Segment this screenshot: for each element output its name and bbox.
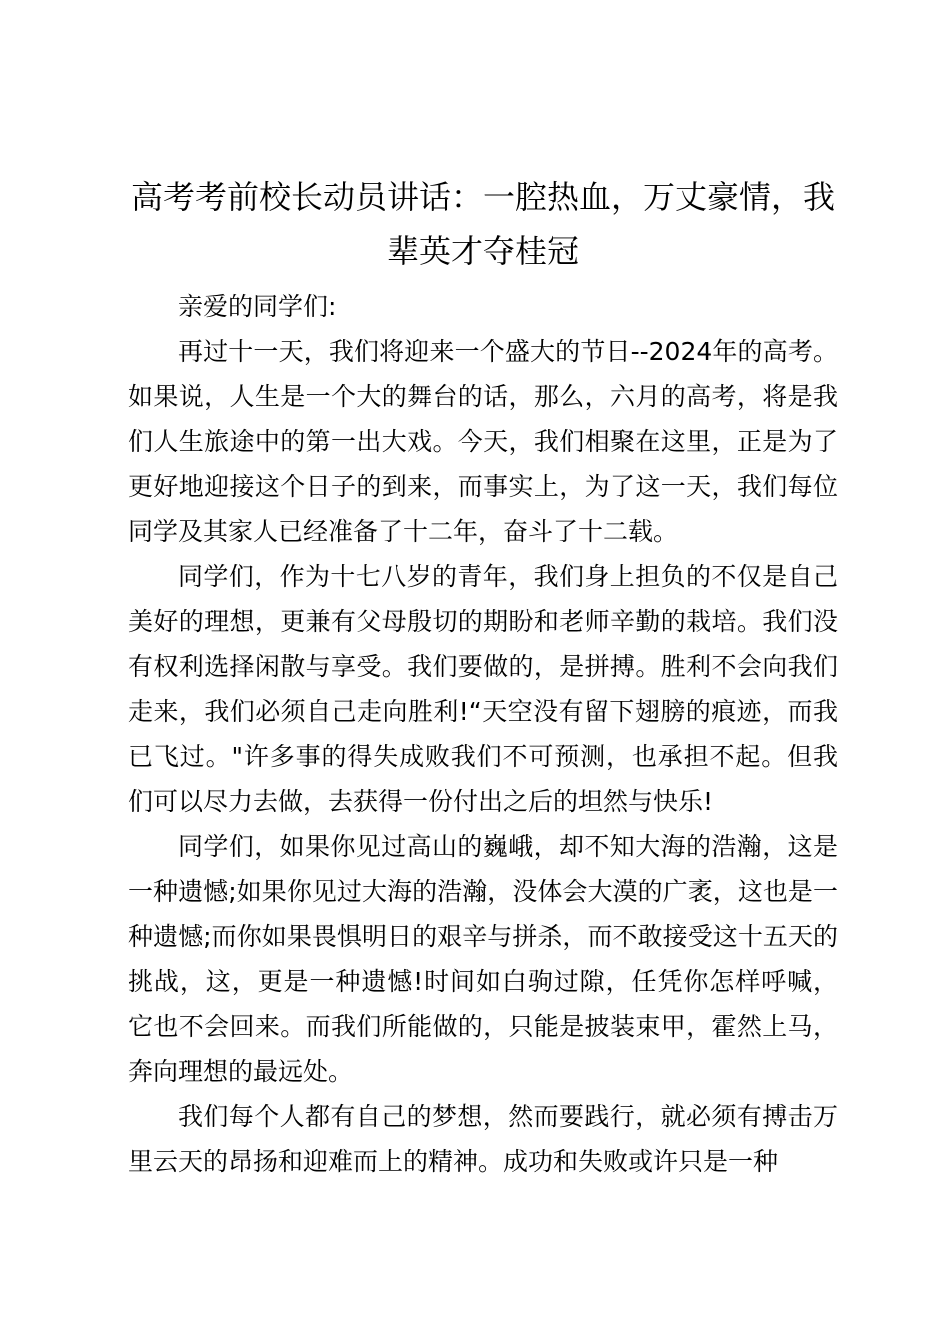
paragraph: 再过十一天，我们将迎来一个盛大的节日--2024年的高考。如果说，人生是一个大的舞台的话，那么，六月的高考，将是我们人生旅途中的第一出大戏。今天，我们相聚在这里，正是为了更好地迎接这个日子的到来，而事实上，为了这一天，我们每位同学及其家人已经准备了十二年，奋斗了十二载。 — [128, 337, 838, 546]
salutation: 亲爱的同学们: — [178, 292, 337, 321]
paragraph: 同学们，作为十七八岁的青年，我们身上担负的不仅是自己美好的理想，更兼有父母殷切的期盼和老师辛勤的栽培。我们没有权利选择闲散与享受。我们要做的，是拼搏。胜利不会向我们走来，我们必须自己走向胜利!“天空没有留下翅膀的痕迹，而我已飞过。"许多事的得失成败我们不可预测，也承担不起。但我们可以尽力去做，去获得一份付出之后的坦然与快乐! — [128, 562, 838, 816]
document-title: 高考考前校长动员讲话：一腔热血，万丈豪情，我辈英才夺桂冠 — [130, 178, 835, 270]
document-body — [128, 170, 838, 1184]
paragraph: 同学们，如果你见过高山的巍峨，却不知大海的浩瀚，这是一种遗憾;如果你见过大海的浩瀚，没体会大漠的广袤，这也是一种遗憾;而你如果畏惧明日的艰辛与拼杀，而不敢接受这十五天的挑战，这，更是一种遗憾!时间如白驹过隙，任凭你怎样呼喊，它也不会回来。而我们所能做的，只能是披装束甲，霍然上马，奔向理想的最远处。 — [128, 832, 838, 1086]
paragraph: 我们每个人都有自己的梦想，然而要践行，就必须有搏击万里云天的昂扬和迎难而上的精神。成功和失败或许只是一种 — [128, 1102, 838, 1176]
